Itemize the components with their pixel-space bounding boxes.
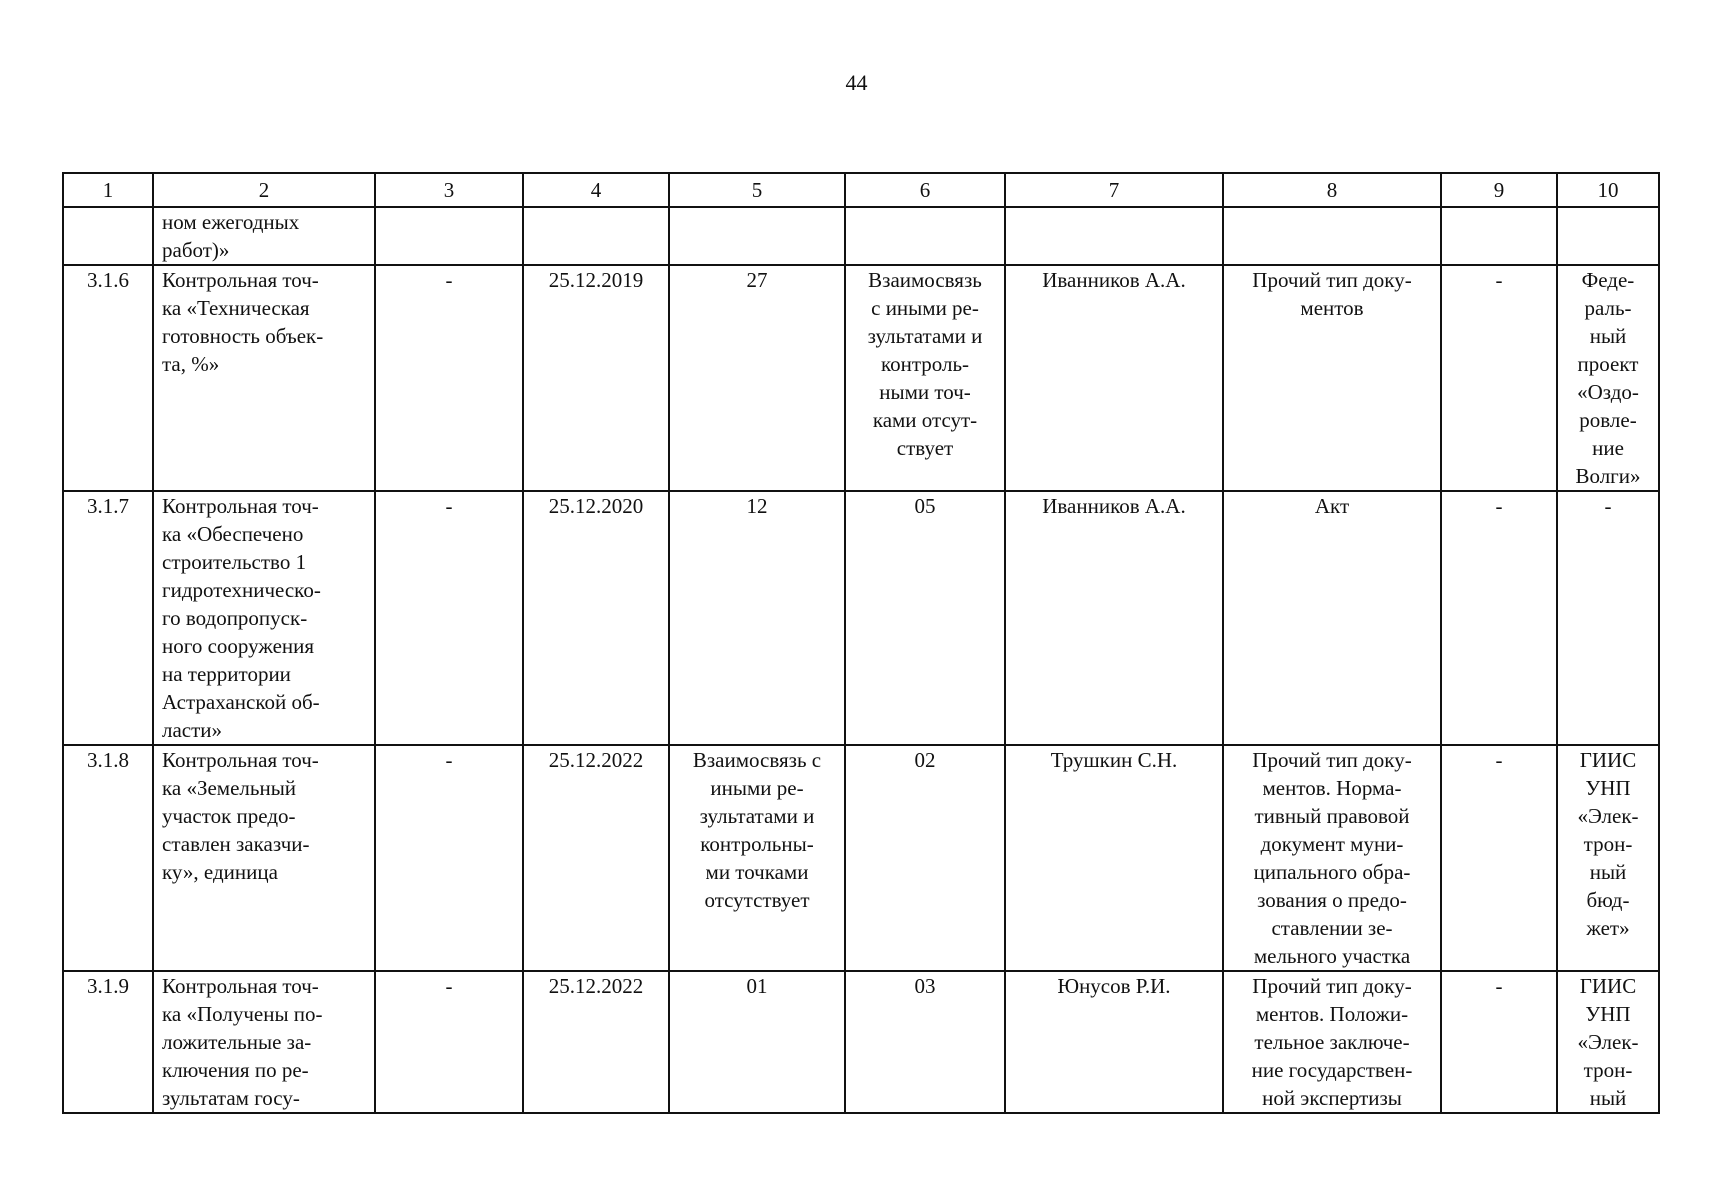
cell: Феде- раль- ный проект «Оздо- ровле- ние Волги»	[1557, 265, 1659, 491]
column-header: 8	[1223, 173, 1441, 207]
cell: Прочий тип доку- ментов	[1223, 265, 1441, 491]
cell	[1223, 207, 1441, 265]
cell: 01	[669, 971, 845, 1113]
data-table	[62, 172, 1660, 1114]
header-row	[63, 173, 1659, 207]
cell: Трушкин С.Н.	[1005, 745, 1223, 971]
cell: 25.12.2020	[523, 491, 669, 745]
column-header: 6	[845, 173, 1005, 207]
cell: -	[375, 491, 523, 745]
column-header: 10	[1557, 173, 1659, 207]
table-row	[63, 265, 1659, 491]
row-number: 3.1.6	[63, 265, 153, 491]
cell: -	[1441, 745, 1557, 971]
column-header: 5	[669, 173, 845, 207]
cell: -	[375, 265, 523, 491]
cell: -	[375, 971, 523, 1113]
cell: Взаимосвязь с иными ре- зультатами и контроль- ными точ- ками отсут- ствует	[845, 265, 1005, 491]
cell: ГИИС УНП «Элек- трон- ный бюд- жет»	[1557, 745, 1659, 971]
cell: -	[375, 745, 523, 971]
table-row	[63, 491, 1659, 745]
table-row	[63, 971, 1659, 1113]
cell	[669, 207, 845, 265]
cell: Взаимосвязь с иными ре- зультатами и контрольны- ми точками отсутствует	[669, 745, 845, 971]
cell	[845, 207, 1005, 265]
row-name: ном ежегодных работ)»	[153, 207, 375, 265]
row-number	[63, 207, 153, 265]
column-header: 1	[63, 173, 153, 207]
cell: Юнусов Р.И.	[1005, 971, 1223, 1113]
cell: -	[1441, 971, 1557, 1113]
page-number: 44	[845, 70, 868, 95]
row-name: Контрольная точ- ка «Земельный участок предо- ставлен заказчи- ку», единица	[153, 745, 375, 971]
row-name: Контрольная точ- ка «Обеспечено строительство 1 гидротехническо- го водопропуск- ного сооружения на территории Астраханской об- ласти»	[153, 491, 375, 745]
row-name: Контрольная точ- ка «Получены по- ложительные за- ключения по ре- зультатам госу-	[153, 971, 375, 1113]
cell: 03	[845, 971, 1005, 1113]
cell: Прочий тип доку- ментов. Положи- тельное заключе- ние государствен- ной экспертизы	[1223, 971, 1441, 1113]
cell	[1441, 207, 1557, 265]
row-number: 3.1.9	[63, 971, 153, 1113]
cell: 25.12.2019	[523, 265, 669, 491]
cell: -	[1441, 265, 1557, 491]
cell: 05	[845, 491, 1005, 745]
cell: Иванников А.А.	[1005, 491, 1223, 745]
cell: 25.12.2022	[523, 745, 669, 971]
cell: Прочий тип доку- ментов. Норма- тивный правовой документ муни- ципального обра- зования о предо- ставлении зе- мельного участка	[1223, 745, 1441, 971]
cell: 02	[845, 745, 1005, 971]
column-header: 4	[523, 173, 669, 207]
cell: ГИИС УНП «Элек- трон- ный	[1557, 971, 1659, 1113]
cell: 27	[669, 265, 845, 491]
table-row	[63, 745, 1659, 971]
cell	[523, 207, 669, 265]
cell: Акт	[1223, 491, 1441, 745]
cell	[1557, 207, 1659, 265]
row-name: Контрольная точ- ка «Техническая готовность объек- та, %»	[153, 265, 375, 491]
table-row	[63, 207, 1659, 265]
cell: Иванников А.А.	[1005, 265, 1223, 491]
cell: 25.12.2022	[523, 971, 669, 1113]
cell: -	[1557, 491, 1659, 745]
column-header: 3	[375, 173, 523, 207]
cell	[375, 207, 523, 265]
cell: -	[1441, 491, 1557, 745]
row-number: 3.1.8	[63, 745, 153, 971]
row-number: 3.1.7	[63, 491, 153, 745]
cell: 12	[669, 491, 845, 745]
column-header: 2	[153, 173, 375, 207]
cell	[1005, 207, 1223, 265]
column-header: 7	[1005, 173, 1223, 207]
column-header: 9	[1441, 173, 1557, 207]
